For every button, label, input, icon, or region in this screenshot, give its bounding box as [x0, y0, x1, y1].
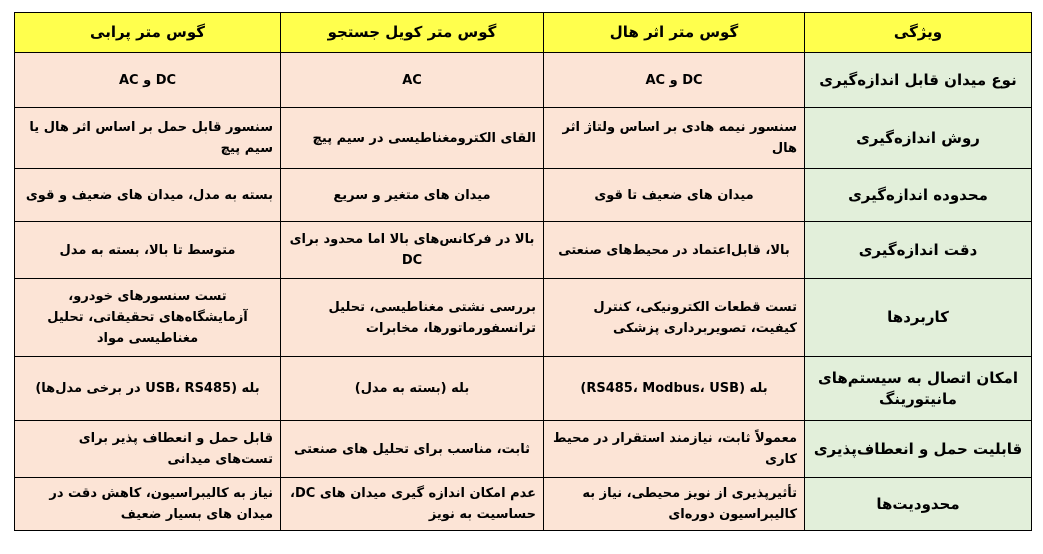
header-probe: گوس متر پرابی: [15, 13, 281, 53]
header-row: [15, 13, 1032, 53]
search-coil-cell: بله (بسته به مدل): [281, 357, 544, 421]
feature-cell: محدودیت‌ها: [805, 478, 1032, 531]
probe-cell: DC و AC: [15, 53, 281, 108]
probe-cell: تست سنسورهای خودرو، آزمایشگاه‌های تحقیقاتی، تحلیل مغناطیسی مواد: [15, 279, 281, 357]
probe-cell: قابل حمل و انعطاف پذیر برای تست‌های میدانی: [15, 421, 281, 478]
probe-cell: سنسور قابل حمل بر اساس اثر هال یا سیم پیچ: [15, 108, 281, 169]
hall-effect-cell: میدان های ضعیف تا قوی: [544, 169, 805, 222]
probe-cell: بسته به مدل، میدان های ضعیف و قوی: [15, 169, 281, 222]
hall-effect-cell: بالا، قابل‌اعتماد در محیط‌های صنعتی: [544, 222, 805, 279]
table-row: [15, 421, 1032, 478]
hall-effect-cell: بله (RS485، Modbus، USB): [544, 357, 805, 421]
probe-cell: نیاز به کالیبراسیون، کاهش دقت در میدان های بسیار ضعیف: [15, 478, 281, 531]
gaussmeter-comparison-table: [14, 12, 1032, 531]
search-coil-cell: ثابت، مناسب برای تحلیل های صنعتی: [281, 421, 544, 478]
table-row: [15, 478, 1032, 531]
search-coil-cell: میدان های متغیر و سریع: [281, 169, 544, 222]
hall-effect-cell: تأثیرپذیری از نویز محیطی، نیاز به کالیبراسیون دوره‌ای: [544, 478, 805, 531]
search-coil-cell: بررسی نشتی مغناطیسی، تحلیل ترانسفورماتورها، مخابرات: [281, 279, 544, 357]
probe-cell: بله (USB، RS485 در برخی مدل‌ها): [15, 357, 281, 421]
feature-cell: محدوده اندازه‌گیری: [805, 169, 1032, 222]
table-row: [15, 222, 1032, 279]
header-hall-effect: گوس متر اثر هال: [544, 13, 805, 53]
search-coil-cell: بالا در فرکانس‌های بالا اما محدود برای DC: [281, 222, 544, 279]
feature-cell: امکان اتصال به سیستم‌های مانیتورینگ: [805, 357, 1032, 421]
hall-effect-cell: معمولاً ثابت، نیازمند استقرار در محیط کاری: [544, 421, 805, 478]
feature-cell: دقت اندازه‌گیری: [805, 222, 1032, 279]
table-row: [15, 108, 1032, 169]
table-row: [15, 279, 1032, 357]
table-row: [15, 169, 1032, 222]
hall-effect-cell: DC و AC: [544, 53, 805, 108]
header-search-coil: گوس متر کویل جستجو: [281, 13, 544, 53]
comparison-table-wrapper: [14, 12, 1032, 531]
hall-effect-cell: سنسور نیمه هادی بر اساس ولتاژ اثر هال: [544, 108, 805, 169]
feature-cell: نوع میدان قابل اندازه‌گیری: [805, 53, 1032, 108]
hall-effect-cell: تست قطعات الکترونیکی، کنترل کیفیت، تصویربرداری پزشکی: [544, 279, 805, 357]
feature-cell: قابلیت حمل و انعطاف‌پذیری: [805, 421, 1032, 478]
probe-cell: متوسط تا بالا، بسته به مدل: [15, 222, 281, 279]
feature-cell: روش اندازه‌گیری: [805, 108, 1032, 169]
search-coil-cell: القای الکترومغناطیسی در سیم پیچ: [281, 108, 544, 169]
search-coil-cell: عدم امکان اندازه گیری میدان های DC، حساسیت به نویز: [281, 478, 544, 531]
header-feature: ویژگی: [805, 13, 1032, 53]
feature-cell: کاربردها: [805, 279, 1032, 357]
search-coil-cell: AC: [281, 53, 544, 108]
table-row: [15, 53, 1032, 108]
table-row: [15, 357, 1032, 421]
